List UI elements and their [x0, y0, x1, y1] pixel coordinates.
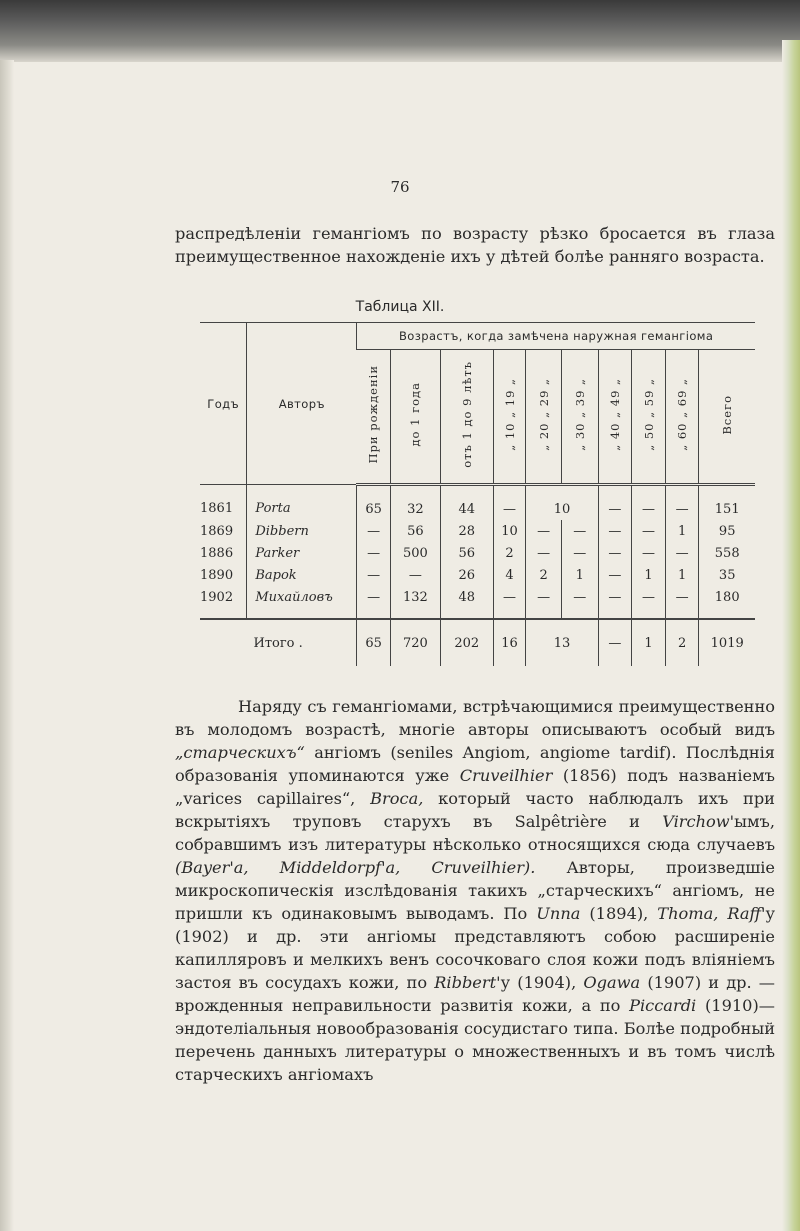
header-age-7: „ 50 „ 59 „: [632, 350, 666, 485]
table-cell: —: [632, 520, 666, 542]
table-cell: 1: [632, 619, 666, 666]
age-table: [200, 322, 755, 666]
text-run-italic: Cruveilhier: [459, 766, 553, 785]
header-age-0: При рожденіи: [357, 350, 391, 485]
table-cell: 48: [440, 586, 493, 619]
table-cell: 65: [357, 619, 391, 666]
table-cell: —: [526, 586, 562, 619]
header-age-4: „ 20 „ 29 „: [526, 350, 562, 485]
table-cell: —: [632, 542, 666, 564]
table-cell: 2: [493, 542, 526, 564]
table-cell: 2: [665, 619, 699, 666]
header-age-3: „ 10 „ 19 „: [493, 350, 526, 485]
table-cell-merged: 10: [526, 485, 598, 521]
text-run-italic: Piccardi: [629, 996, 697, 1015]
text-run: ангіомъ (seniles Angiom, angiome tardif). Послѣднія образованія упоминаются уже: [175, 743, 775, 785]
table-cell: —: [632, 586, 666, 619]
table-cell: —: [357, 586, 391, 619]
table-cell: 500: [390, 542, 440, 564]
header-total: Всего: [699, 350, 755, 485]
table-cell: 1: [665, 564, 699, 586]
table-cell: 56: [440, 542, 493, 564]
scan-top-band: [0, 0, 800, 62]
table-cell: 28: [440, 520, 493, 542]
table-cell: 720: [390, 619, 440, 666]
text-run-italic: (Bayer'а, Middeldorpf'а, Cruveilhier).: [175, 858, 536, 877]
header-age-6: „ 40 „ 49 „: [598, 350, 632, 485]
table-cell: 10: [493, 520, 526, 542]
table-cell: —: [357, 520, 391, 542]
table-cell-total: 558: [699, 542, 755, 564]
table-cell: 2: [526, 564, 562, 586]
cell-author: Dibbern: [247, 520, 357, 542]
text-run-italic: Virchow': [662, 812, 735, 831]
table-total-row: [200, 619, 755, 666]
text-run-italic: Unna: [536, 904, 581, 923]
header-age-8: „ 60 „ 69 „: [665, 350, 699, 485]
text-run: (1910)—эндотеліальныя новообразованія сосудистаго типа. Болѣе подробный перечень данныхъ литературы о множественныхъ и въ томъ числѣ старческихъ ангіомахъ: [175, 996, 775, 1084]
table-row: [200, 564, 755, 586]
table-cell: 1: [665, 520, 699, 542]
table-cell-merged: 13: [526, 619, 598, 666]
table-cell: —: [598, 586, 632, 619]
intro-paragraph: [175, 222, 775, 268]
table-cell: —: [665, 542, 699, 564]
intro-text: распредѣленіи гемангіомъ по возрасту рѣзко бросается въ глаза преимущественное нахожденіе ихъ у дѣтей болѣе ранняго возраста.: [175, 224, 775, 266]
text-run: Наряду съ гемангіомами, встрѣчающимися преимущественно въ молодомъ возрастѣ, многіе авторы описываютъ особый видъ: [175, 697, 775, 739]
table-cell: —: [357, 542, 391, 564]
header-age-1: до 1 года: [390, 350, 440, 485]
table-cell: —: [598, 520, 632, 542]
table-cell: 16: [493, 619, 526, 666]
text-run: Авторы, произведшіе микроскопическія изслѣдованія такихъ „старческихъ“ ангіомъ, не пришли къ одинаковымъ выводамъ. По: [175, 858, 775, 923]
table-row: [200, 542, 755, 564]
table-cell: —: [561, 586, 598, 619]
table-cell: 1: [561, 564, 598, 586]
table-cell-total: 35: [699, 564, 755, 586]
table-row: [200, 485, 755, 521]
table-cell: 26: [440, 564, 493, 586]
table-cell: —: [561, 520, 598, 542]
table-cell: —: [598, 619, 632, 666]
scan-left-edge: [0, 60, 14, 1231]
table-cell: —: [526, 542, 562, 564]
text-run: (1907) и др. — врожденныя неправильности развитія кожи, а по: [175, 973, 775, 1015]
text-run: (1856) подъ названіемъ „varices capillaires“,: [175, 766, 775, 808]
total-label: Итого .: [253, 635, 303, 651]
table-cell: 32: [390, 485, 440, 521]
cell-year: 1902: [200, 586, 247, 619]
table-cell: 132: [390, 586, 440, 619]
table-cell-total: 95: [699, 520, 755, 542]
table-row: [200, 586, 755, 619]
table-cell: —: [665, 485, 699, 521]
scan-right-edge: [782, 40, 800, 1231]
table-cell-total: 1019: [699, 619, 755, 666]
table-cell: 44: [440, 485, 493, 521]
cell-year: 1869: [200, 523, 234, 539]
text-run-italic: Thoma, Raff': [657, 904, 766, 923]
table-cell: 4: [493, 564, 526, 586]
header-author: Авторъ: [247, 323, 357, 485]
cell-author: Bapok: [247, 564, 357, 586]
table-cell: —: [526, 520, 562, 542]
text-run-italic: Broca,: [370, 789, 424, 808]
text-run: который часто наблюдалъ ихъ при вскрытіяхъ труповъ старухъ въ Salpêtrière и: [175, 789, 775, 831]
table-cell: 56: [390, 520, 440, 542]
table-caption: Таблица XII.: [355, 299, 445, 315]
cell-year: 1890: [200, 567, 234, 583]
cell-author: Porta: [247, 485, 357, 521]
cell-year: 1886: [200, 545, 234, 561]
table-cell: —: [665, 586, 699, 619]
text-run: ымъ, собравшимъ изъ литературы нѣсколько относящихся сюда случаевъ: [175, 812, 775, 854]
text-run-italic: Ribbert': [434, 973, 501, 992]
text-run: (1894),: [589, 904, 649, 923]
table-cell: —: [493, 586, 526, 619]
text-run: у (1904),: [500, 973, 577, 992]
table-cell-total: 180: [699, 586, 755, 619]
table-cell: —: [390, 564, 440, 586]
header-year: Годъ: [200, 323, 247, 485]
cell-year: 1861: [200, 501, 234, 516]
table-cell: —: [598, 542, 632, 564]
table-cell: 202: [440, 619, 493, 666]
table-cell: —: [493, 485, 526, 521]
table-cell: —: [598, 564, 632, 586]
table-cell: —: [561, 542, 598, 564]
text-run: у (1902) и др. эти ангіомы представляютъ собою расширеніе капилляровъ и мелкихъ венъ сосочковаго слоя кожи подъ вліяніемъ застоя въ сосудахъ кожи, по: [175, 904, 776, 992]
table-cell: —: [632, 485, 666, 521]
page-number: 76: [390, 178, 410, 196]
body-paragraph: [175, 695, 775, 1086]
table-cell: 65: [357, 485, 391, 521]
table-row: [200, 520, 755, 542]
header-age-group: Возрастъ, когда замѣчена наружная гемангіома: [357, 323, 755, 350]
table-cell: —: [357, 564, 391, 586]
header-age-2: отъ 1 до 9 лѣтъ: [440, 350, 493, 485]
table-cell-total: 151: [699, 485, 755, 521]
text-run-italic: „старческихъ“: [175, 743, 305, 762]
text-run-italic: Ogawa: [583, 973, 641, 992]
header-age-5: „ 30 „ 39 „: [561, 350, 598, 485]
table-cell: 1: [632, 564, 666, 586]
cell-author: Parker: [247, 542, 357, 564]
cell-author: Михайловъ: [247, 586, 357, 619]
table-cell: —: [598, 485, 632, 521]
